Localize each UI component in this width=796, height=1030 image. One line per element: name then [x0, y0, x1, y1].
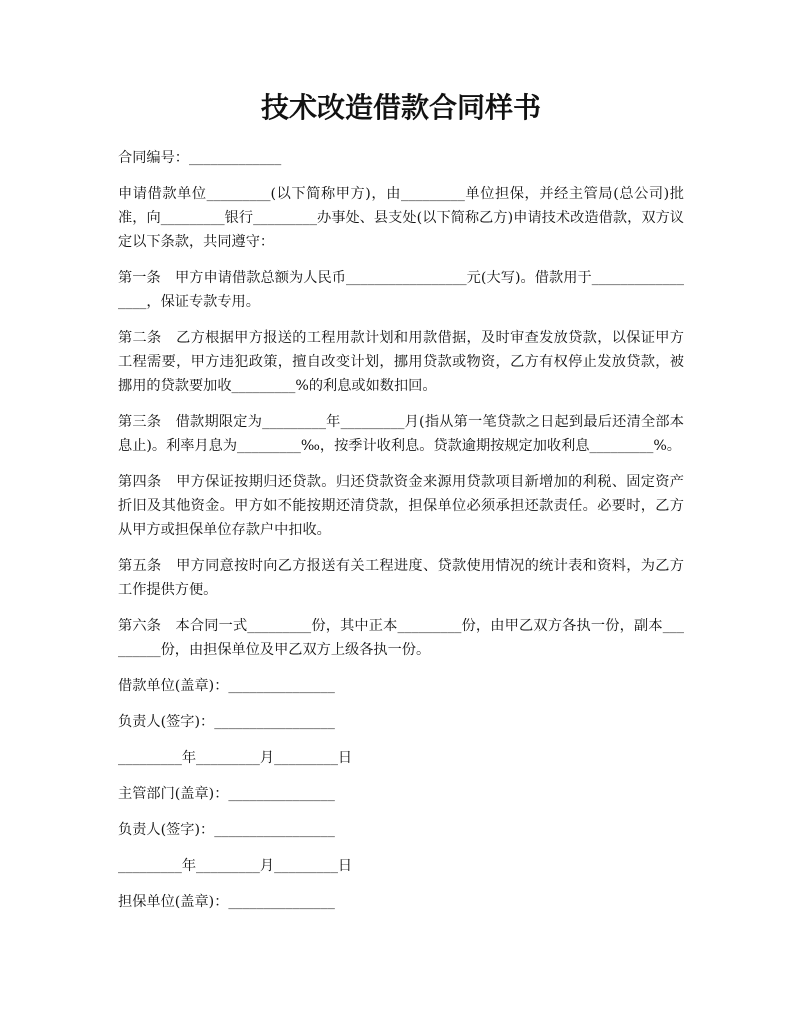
signature-block [118, 674, 684, 914]
authority-seal-line: 主管部门(盖章)：_______________ [118, 786, 335, 802]
preamble-paragraph: 申请借款单位_________(以下简称甲方)，由_________单位担保，并经主管局(总公司)批准，向_________银行_________办事处、县支处(以下简称乙方)申请技术改造借款，双方议定以下条款，共同遵守： [118, 186, 684, 250]
document-title: 技术改造借款合同样书 [260, 91, 541, 124]
contract-number: 合同编号：_____________ [118, 150, 282, 166]
authority-date-line: _________年_________月_________日 [118, 858, 353, 874]
clause-5: 第五条 甲方同意按时向乙方报送有关工程进度、贷款使用情况的统计表和资料，为乙方工作提供方便。 [118, 558, 684, 598]
borrower-date-line: _________年_________月_________日 [118, 750, 353, 766]
authority-signatory-line: 负责人(签字)：_________________ [118, 822, 335, 838]
clause-3: 第三条 借款期限定为_________年_________月(指从第一笔贷款之日起到最后还清全部本息止)。利率月息为_________‰，按季计收利息。贷款逾期按规定加收利息_________%。 [118, 414, 684, 454]
clause-6: 第六条 本合同一式_________份，其中正本_________份，由甲乙双方各执一份，副本_________份，由担保单位及甲乙双方上级各执一份。 [118, 618, 684, 658]
guarantor-seal-line: 担保单位(盖章)：_______________ [118, 894, 335, 910]
clause-2: 第二条 乙方根据甲方报送的工程用款计划和用款借据，及时审查发放贷款，以保证甲方工程需要，甲方违犯政策，擅自改变计划，挪用贷款或物资，乙方有权停止发放贷款，被挪用的贷款要加收_________%的利息或如数扣回。 [118, 330, 684, 394]
contract-page [118, 88, 684, 926]
borrower-seal-line: 借款单位(盖章)：_______________ [118, 678, 335, 694]
clause-1: 第一条 甲方申请借款总额为人民币_________________元(大写)。借款用于_________________，保证专款专用。 [118, 270, 684, 310]
clause-4: 第四条 甲方保证按期归还贷款。归还贷款资金来源用贷款项目新增加的利税、固定资产折旧及其他资金。甲方如不能按期还清贷款，担保单位必须承担还款责任。必要时，乙方从甲方或担保单位存款户中扣收。 [118, 474, 684, 538]
borrower-signatory-line: 负责人(签字)：_________________ [118, 714, 335, 730]
